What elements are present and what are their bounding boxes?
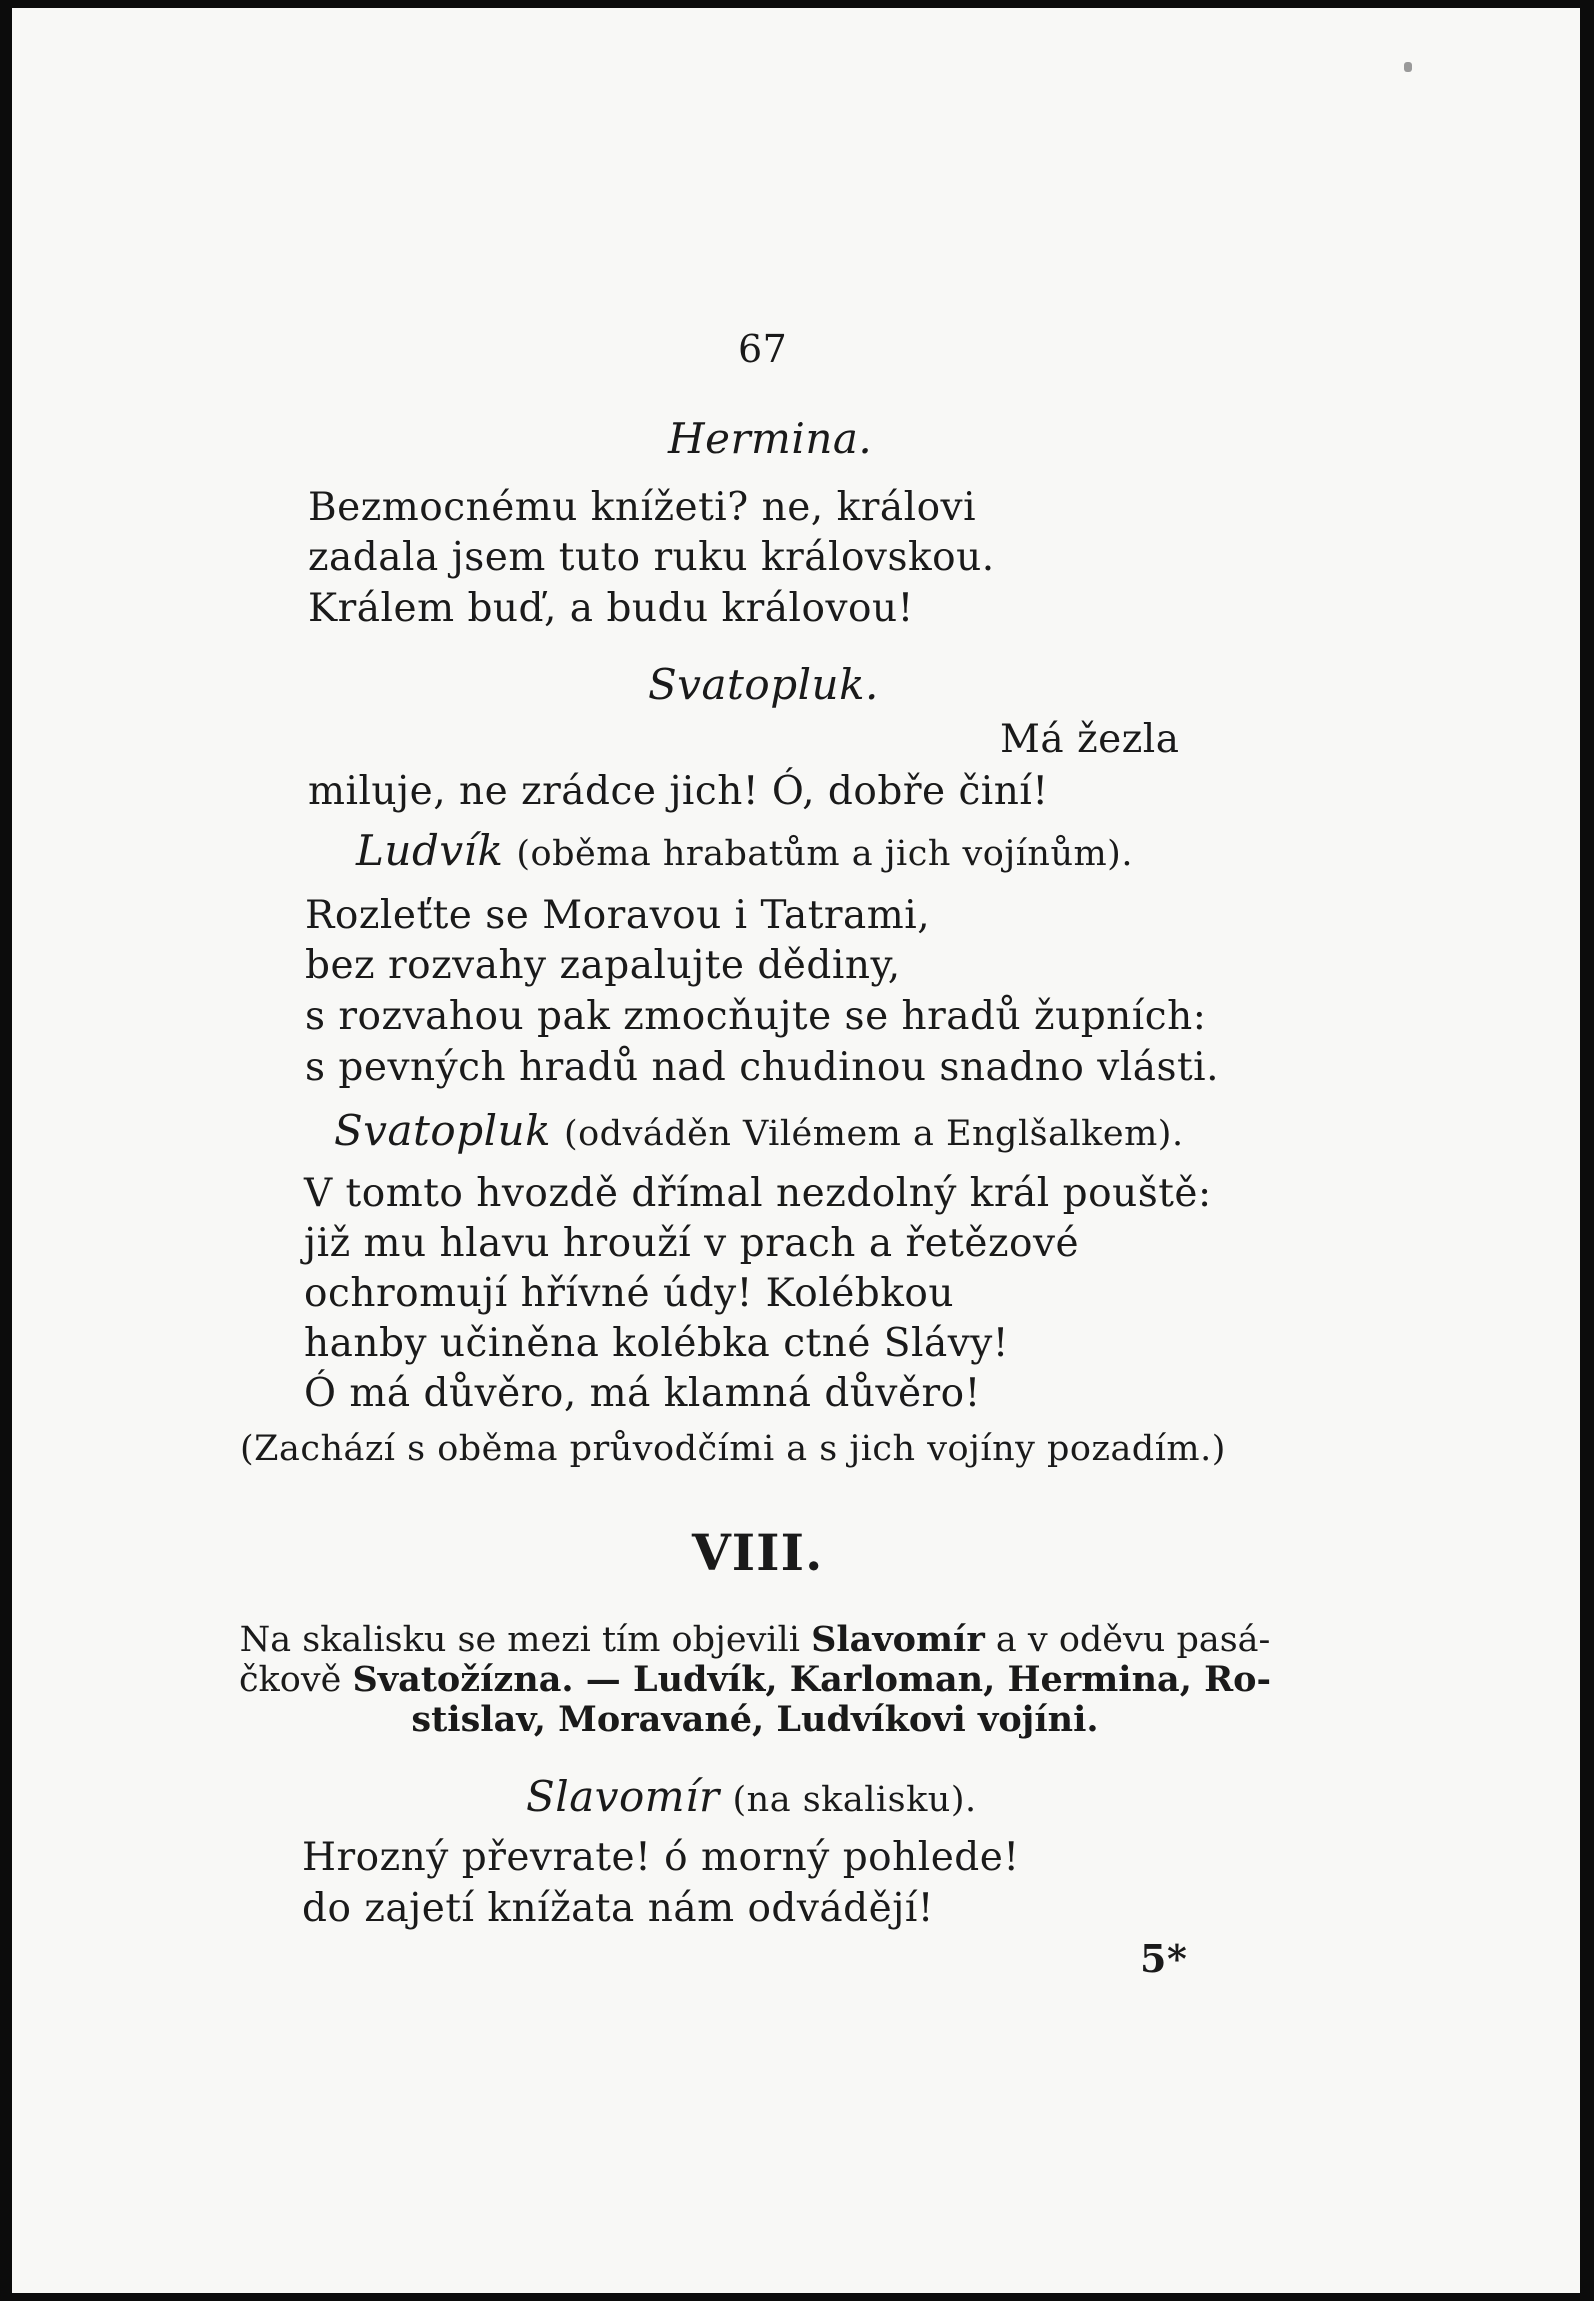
- verse-line: bez rozvahy zapalujte dědiny,: [305, 943, 901, 988]
- speaker-line-slavomir: [526, 1772, 977, 1821]
- verse-line: Králem buď, a budu královou!: [308, 586, 914, 631]
- direction-text: Na skalisku se mezi tím objevili: [239, 1620, 800, 1660]
- verse-line: miluje, ne zrádce jich! Ó, dobře činí!: [308, 769, 1049, 814]
- verse-line: Rozleťte se Moravou i Tatrami,: [305, 893, 931, 938]
- scene-direction-line: [190, 1659, 1320, 1700]
- signature-mark: 5*: [1140, 1936, 1188, 1981]
- scan-border-left: [0, 0, 12, 2301]
- verse-line: do zajetí knížata nám odvádějí!: [302, 1886, 934, 1931]
- scan-border-right: [1580, 0, 1594, 2301]
- stage-direction: (oběma hrabatům a jich vojínům).: [516, 834, 1133, 874]
- scene-heading: VIII.: [692, 1523, 824, 1582]
- verse-line: V tomto hvozdě dřímal nezdolný král pouště:: [304, 1171, 1212, 1216]
- verse-line: Hrozný převrate! ó morný pohlede!: [302, 1835, 1020, 1880]
- stage-direction: (na skalisku).: [732, 1780, 977, 1820]
- speaker-line-ludvik: [356, 826, 1133, 875]
- stage-direction: (odváděn Vilémem a Englšalkem).: [563, 1114, 1184, 1154]
- verse-line: Má žezla: [1000, 717, 1180, 762]
- scene-direction-line: [190, 1619, 1320, 1660]
- verse-line: ochromují hřívné údy! Kolébkou: [304, 1271, 954, 1316]
- verse-line: Ó má důvěro, má klamná důvěro!: [304, 1371, 981, 1416]
- speaker-slavomir: Slavomír: [526, 1772, 720, 1821]
- character-names: Svatožízna. — Ludvík, Karloman, Hermina, Ro-: [352, 1659, 1272, 1700]
- verse-line: Bezmocnému knížeti? ne, královi: [308, 485, 977, 530]
- verse-line: hanby učiněna kolébka ctné Slávy!: [304, 1321, 1009, 1366]
- character-name: Slavomír: [811, 1619, 985, 1660]
- page-number: 67: [738, 327, 788, 371]
- scan-border-top: [0, 0, 1594, 8]
- speaker-svatopluk: Svatopluk: [334, 1106, 552, 1155]
- direction-text: čkově: [238, 1660, 342, 1700]
- verse-line: zadala jsem tuto ruku královskou.: [308, 535, 995, 580]
- speaker-ludvik: Ludvík: [356, 826, 504, 875]
- scan-speck: [1404, 62, 1412, 72]
- speaker-line-svatopluk: [334, 1106, 1184, 1155]
- verse-line: s rozvahou pak zmocňujte se hradů župních:: [305, 994, 1207, 1039]
- speaker-hermina: Hermina.: [668, 414, 873, 463]
- scan-border-bottom: [0, 2293, 1594, 2301]
- verse-line: již mu hlavu hrouží v prach a řetězové: [304, 1221, 1080, 1266]
- verse-line: s pevných hradů nad chudinou snadno vlásti.: [305, 1045, 1220, 1090]
- speaker-svatopluk: Svatopluk.: [648, 660, 879, 709]
- stage-direction-exit: (Zachází s oběma průvodčími a s jich vojíny pozadím.): [240, 1429, 1226, 1469]
- scene-direction-line: stislav, Moravané, Ludvíkovi vojíni.: [411, 1699, 1099, 1740]
- direction-text: a v oděvu pasá-: [995, 1620, 1271, 1660]
